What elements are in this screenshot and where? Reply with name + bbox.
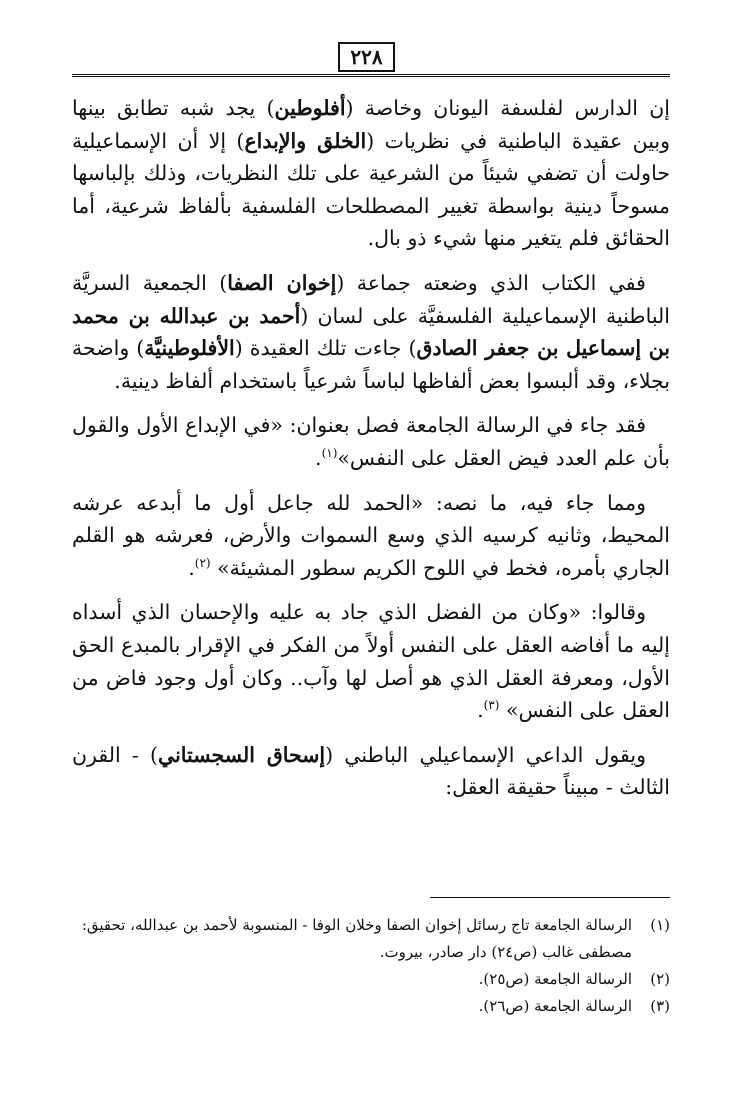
- page-number-container: [0, 42, 733, 72]
- text-segment: ) واضحة بجلاء، وقد ألبسوا بعض ألفاظها لباساً شرعياً باستخدام ألفاظ دينية.: [72, 336, 670, 393]
- text-segment: ويقول الداعي الإسماعيلي الباطني (: [325, 742, 646, 767]
- footnote-text: الرسالة الجامعة (ص٢٥).: [478, 970, 632, 988]
- bold-term: إسحاق السجستاني: [158, 742, 326, 767]
- text-segment: .: [477, 698, 484, 723]
- text-segment: ففي الكتاب الذي وضعته جماعة (: [336, 270, 646, 295]
- footnote-rule: [430, 897, 670, 898]
- footnote-text: الرسالة الجامعة تاج رسائل إخوان الصفا وخلان الوفا - المنسوبة لأحمد بن عبدالله، تحقيق: مصطفى غالب (ص٢٤) دار صادر، بيروت.: [81, 916, 632, 961]
- footnote: [72, 993, 670, 1020]
- footnote-text: الرسالة الجامعة (ص٢٦).: [478, 997, 632, 1015]
- text-segment: ومما جاء فيه، ما نصه: «الحمد لله جاعل أول ما أبدعه عرشه المحيط، وثانيه كرسيه الذي وسع السموات والأرض، فعرشه هو القلم الجاري بأمره، فخط في اللوح الكريم سطور المشيئة»: [72, 490, 670, 580]
- footnote-reference: (٣): [483, 698, 500, 713]
- text-segment: فقد جاء في الرسالة الجامعة فصل بعنوان: «في الإبداع الأول والقول بأن علم العدد فيض العقل على النفس»: [72, 413, 670, 470]
- bold-term: أحمد بن عبدالله بن محمد بن إسماعيل بن جعفر الصادق: [72, 303, 671, 361]
- paragraph: [72, 267, 670, 397]
- paragraph: [72, 487, 670, 585]
- footnote-number: (١): [650, 916, 670, 934]
- footnote: [72, 966, 670, 993]
- bold-term: الأفلوطينيَّة: [144, 336, 235, 361]
- footnote: [72, 912, 670, 966]
- footnotes: [72, 912, 670, 1020]
- text-segment: ) إلا أن الإسماعيلية حاولت أن تضفي شيئاً من الشرعية على تلك النظريات، وذلك بإلباسها مسوحاً دينية بواسطة تغيير المصطلحات الفلسفية بألفاظ شرعية، أما الحقائق فلم يتغير منها شيء ذو بال.: [72, 128, 670, 251]
- bold-term: أفلوطين: [274, 96, 346, 120]
- paragraph: [72, 409, 670, 474]
- header-rule: [72, 74, 670, 77]
- body-text: [72, 92, 670, 816]
- bold-term: إخوان الصفا: [227, 270, 337, 295]
- text-segment: ) جاءت تلك العقيدة (: [234, 336, 417, 361]
- footnote-number: (٣): [650, 997, 670, 1015]
- footnote-number: (٢): [650, 970, 670, 988]
- text-segment: ) يجد شبه تطابق بينها وبين عقيدة الباطنية في نظريات (: [72, 96, 671, 153]
- footnote-reference: (١): [321, 446, 338, 461]
- text-segment: .: [188, 555, 195, 580]
- page-number: ٢٢٨: [338, 42, 394, 72]
- paragraph: [72, 92, 670, 255]
- text-segment: ) الجمعية السريَّة الباطنية الإسماعيلية الفلسفيَّة على لسان (: [72, 270, 670, 328]
- bold-term: الخلق والإبداع: [244, 128, 367, 153]
- paragraph: [72, 739, 670, 804]
- text-segment: وقالوا: «وكان من الفضل الذي جاد به عليه والإحسان الذي أسداه إليه ما أفاضه العقل على النفس أولاً من الفكر في الإقرار بالمبدع الحق الأول، ومعرفة العقل الذي هو أصل لها وآب.. وكان أول وجود فاض من العقل على النفس»: [72, 600, 670, 723]
- footnote-reference: (٢): [194, 555, 211, 570]
- text-segment: ) - القرن الثالث - مبيناً حقيقة العقل:: [72, 742, 670, 800]
- text-segment: .: [315, 445, 322, 470]
- text-segment: إن الدارس لفلسفة اليونان وخاصة (: [345, 96, 670, 120]
- paragraph: [72, 596, 670, 726]
